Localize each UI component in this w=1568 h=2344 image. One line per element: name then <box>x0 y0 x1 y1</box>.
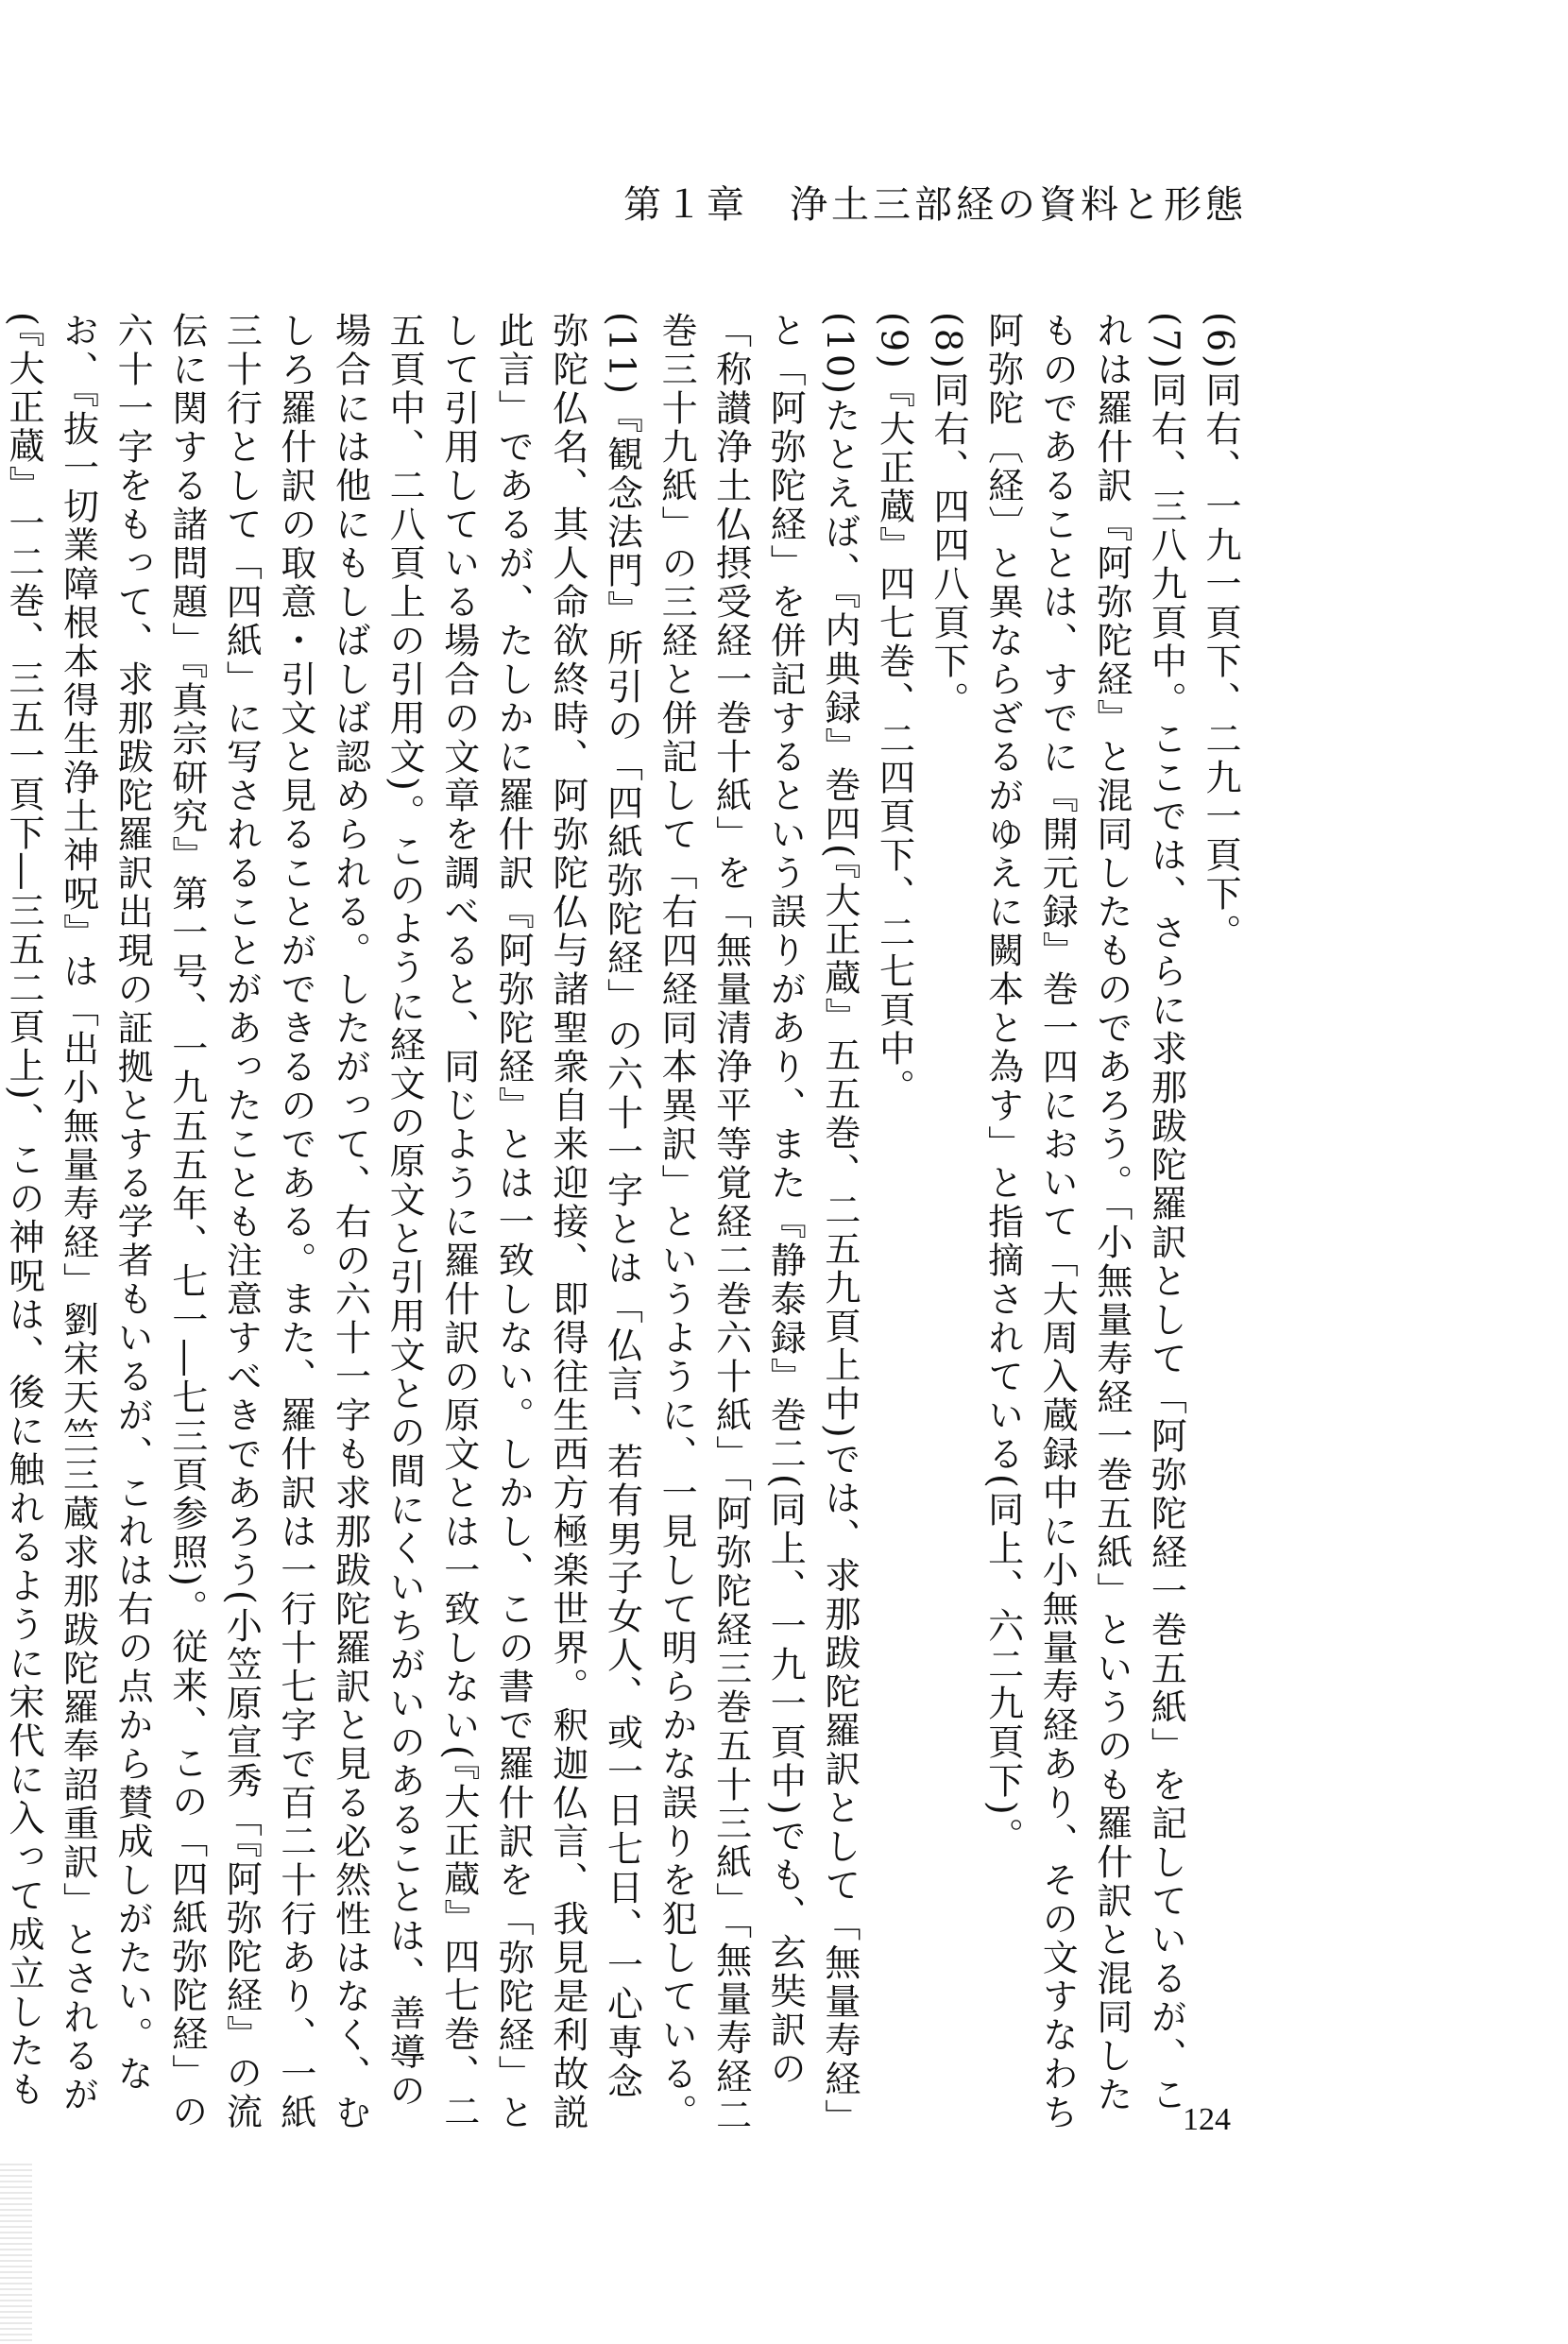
note-text: たとえば、『内典録』巻四(『大正蔵』五五巻、二五九頁上中)では、求那跋陀羅訳として「無量寿経」と「阿弥陀経」を併記するという誤りがあり、また『静泰録』巻二(同上、一九一頁中)でも、玄奘訳の「称讃浄土仏摂受経一巻十紙」を「無量清浄平等覚経二巻六十紙」「阿弥陀経三巻五十三紙」「無量寿経二巻三十九紙」の三経と併記して「右四経同本異訳」というように、一見して明らかな誤りを犯している。 <box>656 312 861 2135</box>
endnotes <box>0 312 1247 2135</box>
note-text: 同右、四四八頁下。 <box>928 370 970 720</box>
note-9 <box>866 312 921 2135</box>
note-text: 『大正蔵』四七巻、二四頁下、二七頁中。 <box>873 370 915 1107</box>
note-number: (10) <box>818 312 861 398</box>
note-6 <box>1192 312 1247 2135</box>
note-number: (8) <box>928 312 970 371</box>
scan-edge-artifact <box>0 2164 32 2343</box>
note-10 <box>648 312 865 2135</box>
note-text: 『観念法門』所引の「四紙弥陀経」の六十一字とは「仏言、若有男子女人、或一日七日、一心専念弥陀仏名、其人命欲終時、阿弥陀仏与諸聖衆自来迎接、即得往生西方極楽世界。釈迦仏言、我見是利故説此言」であるが、たしかに羅什訳『阿弥陀経』とは一致しない。しかし、この書で羅什訳を「弥陀経」として引用している場合の文章を調べると、同じように羅什訳の原文とは一致しない(『大正蔵』四七巻、二五頁中、二八頁上の引用文)。このように経文の原文と引用文との間にくいちがいのあることは、善導の場合には他にもしばしば認められる。したがって、右の六十一字も求那跋陀羅訳と見る必然性はなく、むしろ羅什訳の取意・引文と見ることができるのである。また、羅什訳は一行十七字で百二十行あり、一紙三十行として「四紙」に写されることがあったことも注意すべきであろう(小笠原宣秀「『阿弥陀経』の流伝に関する諸問題」『真宗研究』第一号、一九五五年、七一―七三頁参照)。従来、この「四紙弥陀経」の六十一字をもって、求那跋陀羅訳出現の証拠とする学者もいるが、これは右の点から賛成しがたい。なお、『抜一切業障根本得生浄土神呪』は「出小無量寿経」劉宋天竺三蔵求那跋陀羅奉詔重訳」とされるが(『大正蔵』一二巻、三五一頁下―三五二頁上)、この神呪は、後に触れるように宋代に入って成立したも <box>2 312 643 2132</box>
note-number: (9) <box>873 312 915 371</box>
running-head: 第１章 浄土三部経の資料と形態 <box>623 183 1247 227</box>
note-number: (7) <box>1145 312 1187 371</box>
note-11 <box>0 312 648 2135</box>
note-number: (6) <box>1200 312 1241 371</box>
note-text: 同右、三八九頁中。ここでは、さらに求那跋陀羅訳として「阿弥陀経一巻五紙」を記しているが、これは羅什訳『阿弥陀経』と混同したものであろう。「小無量寿経一巻五紙」というのも羅什訳と混同したものであることは、すでに『開元録』巻一四において「大周入蔵録中に小無量寿経あり、その文すなわち阿弥陀〔経〕と異ならざるがゆえに闕本と為す」と指摘されている(同上、六二九頁下)。 <box>981 312 1187 2132</box>
page-number: 124 <box>1183 2102 1231 2137</box>
note-text: 同右、一九一頁下、二九一頁下。 <box>1200 370 1241 952</box>
note-number: (11) <box>601 312 643 398</box>
note-7 <box>975 312 1192 2135</box>
note-8 <box>920 312 975 2135</box>
